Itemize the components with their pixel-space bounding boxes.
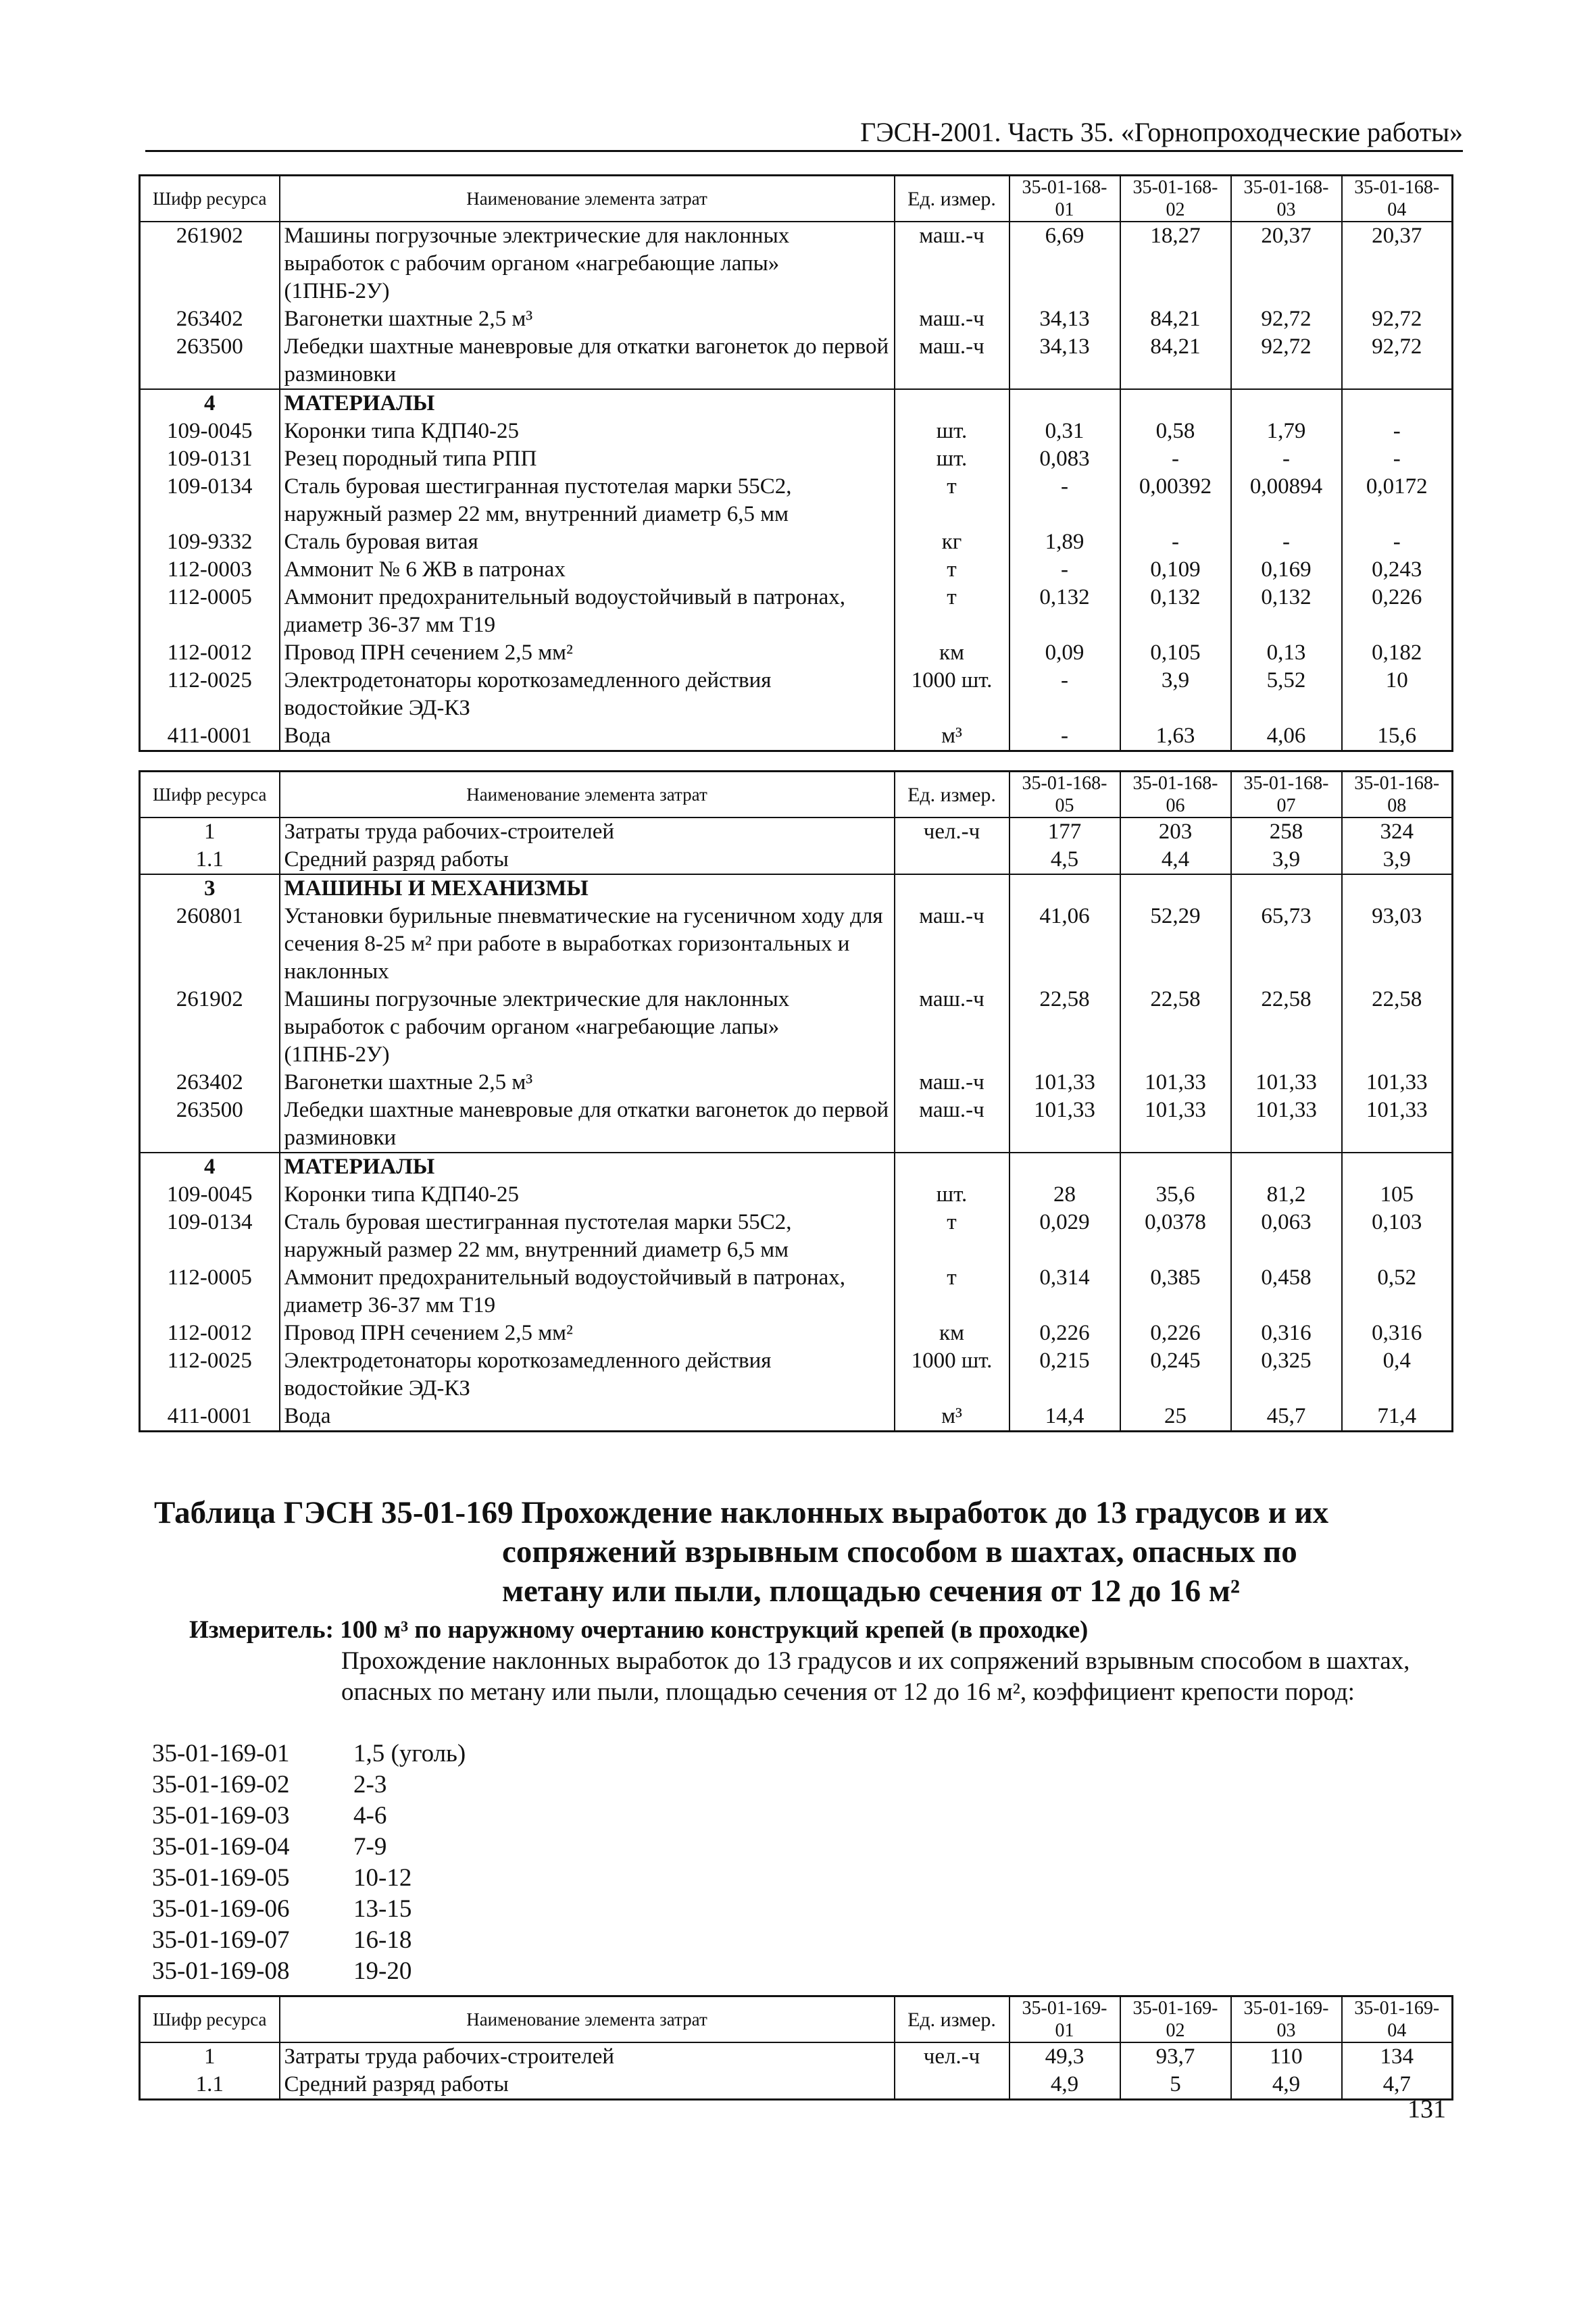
resource-code-cell: 112-0005 <box>140 1264 280 1319</box>
value-cell: 0,316 <box>1342 1319 1453 1347</box>
table-row <box>140 584 1453 639</box>
resource-name-cell: Машины погрузочные электрические для наклонных выработок с рабочим органом «нагребающие лапы» (1ПНБ-2У) <box>280 222 895 305</box>
value-cell: 3,9 <box>1231 846 1342 874</box>
unit-cell: маш.-ч <box>895 1069 1009 1097</box>
value-cell: 34,13 <box>1009 333 1120 389</box>
unit-cell <box>895 2071 1009 2100</box>
table-row <box>140 1319 1453 1347</box>
table-row <box>140 305 1453 333</box>
value-cell: 20,37 <box>1231 222 1342 305</box>
resource-name-cell: Средний разряд работы <box>280 846 895 874</box>
unit-cell: шт. <box>895 445 1009 473</box>
value-cell: 4,9 <box>1231 2071 1342 2100</box>
resource-code-cell: 109-9332 <box>140 528 280 556</box>
value-cell: 5 <box>1120 2071 1231 2100</box>
variant-code: 35-01-169-01 <box>152 1740 290 1767</box>
resource-name-cell: Резец породный типа РПП <box>280 445 895 473</box>
resource-code-cell: 109-0045 <box>140 1181 280 1209</box>
value-cell: 0,132 <box>1231 584 1342 639</box>
table-row <box>140 903 1453 986</box>
resource-code-cell: 1.1 <box>140 2071 280 2100</box>
value-cell: 0,58 <box>1120 418 1231 445</box>
table-row <box>140 639 1453 667</box>
resource-code-cell: 3 <box>140 874 280 903</box>
resource-table-168-01-04 <box>139 174 1453 752</box>
value-cell: 0,0378 <box>1120 1209 1231 1264</box>
value-cell: 0,31 <box>1009 418 1120 445</box>
column-code-header: 35-01-168-03 <box>1231 176 1342 222</box>
value-cell: 34,13 <box>1009 305 1120 333</box>
resource-name-cell: Лебедки шахтные маневровые для откатки вагонеток до первой разминовки <box>280 333 895 389</box>
value-cell: 25 <box>1120 1403 1231 1432</box>
resource-name-cell: Средний разряд работы <box>280 2071 895 2100</box>
value-cell: 0,458 <box>1231 1264 1342 1319</box>
value-cell <box>1009 874 1120 903</box>
value-cell: 0,13 <box>1231 639 1342 667</box>
table-row <box>140 445 1453 473</box>
value-cell: 4,9 <box>1009 2071 1120 2100</box>
value-cell: - <box>1342 528 1453 556</box>
value-cell <box>1120 389 1231 418</box>
value-cell: 0,4 <box>1342 1347 1453 1403</box>
value-cell: 71,4 <box>1342 1403 1453 1432</box>
section-row <box>140 389 1453 418</box>
title-line: метану или пыли, площадью сечения от 12 до 16 м² <box>502 1574 1240 1609</box>
value-cell: 92,72 <box>1342 333 1453 389</box>
value-cell: - <box>1342 445 1453 473</box>
resource-code-cell: 112-0003 <box>140 556 280 584</box>
value-cell: 81,2 <box>1231 1181 1342 1209</box>
value-cell: 101,33 <box>1120 1097 1231 1153</box>
value-cell: 1,79 <box>1231 418 1342 445</box>
value-cell: 41,06 <box>1009 903 1120 986</box>
resource-name-cell: Установки бурильные пневматические на гусеничном ходу для сечения 8-25 м² при работе в выработках горизонтальных и наклонных <box>280 903 895 986</box>
value-cell: 28 <box>1009 1181 1120 1209</box>
unit-cell: маш.-ч <box>895 222 1009 305</box>
resource-name-cell: Аммонит № 6 ЖВ в патронах <box>280 556 895 584</box>
title-line: Таблица ГЭСН 35-01-169 Прохождение наклонных выработок до 13 градусов и их <box>154 1495 1329 1530</box>
resource-name-cell: Провод ПРН сечением 2,5 мм² <box>280 1319 895 1347</box>
table-row <box>140 1097 1453 1153</box>
resource-code-cell: 4 <box>140 389 280 418</box>
resource-code-cell: 1 <box>140 818 280 846</box>
value-cell: 0,029 <box>1009 1209 1120 1264</box>
resource-code-cell: 112-0005 <box>140 584 280 639</box>
header-rule <box>145 150 1463 152</box>
variant-item <box>152 1801 760 1832</box>
unit-cell: т <box>895 556 1009 584</box>
table-row <box>140 418 1453 445</box>
name-header: Наименование элемента затрат <box>280 1996 895 2043</box>
resource-code-cell: 112-0012 <box>140 1319 280 1347</box>
value-cell <box>1009 389 1120 418</box>
value-cell: 0,325 <box>1231 1347 1342 1403</box>
value-cell: 0,00392 <box>1120 473 1231 528</box>
value-cell: 0,063 <box>1231 1209 1342 1264</box>
unit-cell: маш.-ч <box>895 333 1009 389</box>
variant-code: 35-01-169-07 <box>152 1926 290 1954</box>
column-code-header: 35-01-168-05 <box>1009 772 1120 818</box>
value-cell <box>1009 1153 1120 1181</box>
unit-cell: чел.-ч <box>895 818 1009 846</box>
value-cell: 65,73 <box>1231 903 1342 986</box>
value-cell <box>1231 389 1342 418</box>
value-cell: 3,9 <box>1120 667 1231 722</box>
value-cell: 52,29 <box>1120 903 1231 986</box>
value-cell: 101,33 <box>1231 1097 1342 1153</box>
resource-code-cell: 263500 <box>140 333 280 389</box>
table-row <box>140 818 1453 846</box>
value-cell: 20,37 <box>1342 222 1453 305</box>
value-cell: - <box>1120 528 1231 556</box>
value-cell: 1,89 <box>1009 528 1120 556</box>
table-header-row <box>140 176 1453 222</box>
resource-code-cell: 1 <box>140 2042 280 2071</box>
table-row <box>140 222 1453 305</box>
resource-code-cell: 112-0012 <box>140 639 280 667</box>
value-cell: - <box>1231 445 1342 473</box>
value-cell: 3,9 <box>1342 846 1453 874</box>
value-cell: 0,0172 <box>1342 473 1453 528</box>
meter-line <box>189 1615 1460 1646</box>
variant-item <box>152 1894 760 1925</box>
variant-value: 7-9 <box>353 1833 387 1861</box>
value-cell: 49,3 <box>1009 2042 1120 2071</box>
value-cell: 84,21 <box>1120 305 1231 333</box>
resource-name-cell: Вода <box>280 722 895 751</box>
resource-name-cell: Вода <box>280 1403 895 1432</box>
resource-name-cell: Провод ПРН сечением 2,5 мм² <box>280 639 895 667</box>
value-cell: - <box>1342 418 1453 445</box>
value-cell: 4,7 <box>1342 2071 1453 2100</box>
code-header: Шифр ресурса <box>140 176 280 222</box>
column-code-header: 35-01-168-04 <box>1342 176 1453 222</box>
table-header-row <box>140 772 1453 818</box>
variant-value: 2-3 <box>353 1771 387 1799</box>
table-body <box>140 2042 1453 2100</box>
resource-name-cell: Сталь буровая шестигранная пустотелая марки 55С2, наружный размер 22 мм, внутренний диаметр 6,5 мм <box>280 1209 895 1264</box>
value-cell: 101,33 <box>1009 1069 1120 1097</box>
value-cell: 0,182 <box>1342 639 1453 667</box>
unit-cell: маш.-ч <box>895 986 1009 1069</box>
value-cell: 0,314 <box>1009 1264 1120 1319</box>
table-row <box>140 1069 1453 1097</box>
unit-header: Ед. измер. <box>895 1996 1009 2043</box>
value-cell: 0,09 <box>1009 639 1120 667</box>
value-cell: 177 <box>1009 818 1120 846</box>
value-cell: 93,03 <box>1342 903 1453 986</box>
value-cell: - <box>1009 556 1120 584</box>
value-cell <box>1120 874 1231 903</box>
value-cell: 0,083 <box>1009 445 1120 473</box>
unit-cell: 1000 шт. <box>895 667 1009 722</box>
section-title-cell: МАШИНЫ И МЕХАНИЗМЫ <box>280 874 895 903</box>
value-cell: 4,4 <box>1120 846 1231 874</box>
value-cell: 0,132 <box>1120 584 1231 639</box>
unit-cell: т <box>895 1209 1009 1264</box>
section-row <box>140 1153 1453 1181</box>
value-cell: 324 <box>1342 818 1453 846</box>
variant-item <box>152 1925 760 1956</box>
resource-name-cell: Аммонит предохранительный водоустойчивый в патронах, диаметр 36-37 мм Т19 <box>280 584 895 639</box>
value-cell: 22,58 <box>1342 986 1453 1069</box>
unit-cell: км <box>895 639 1009 667</box>
value-cell <box>1342 389 1453 418</box>
value-cell: 101,33 <box>1342 1069 1453 1097</box>
table-header-row <box>140 1996 1453 2043</box>
name-header: Наименование элемента затрат <box>280 772 895 818</box>
value-cell: 0,226 <box>1342 584 1453 639</box>
value-cell: 14,4 <box>1009 1403 1120 1432</box>
value-cell: 84,21 <box>1120 333 1231 389</box>
value-cell: 92,72 <box>1342 305 1453 333</box>
value-cell: 92,72 <box>1231 305 1342 333</box>
table-row <box>140 556 1453 584</box>
value-cell: 22,58 <box>1009 986 1120 1069</box>
value-cell: 203 <box>1120 818 1231 846</box>
resource-code-cell: 260801 <box>140 903 280 986</box>
unit-cell: шт. <box>895 418 1009 445</box>
value-cell: 0,385 <box>1120 1264 1231 1319</box>
column-code-header: 35-01-168-07 <box>1231 772 1342 818</box>
value-cell: 0,132 <box>1009 584 1120 639</box>
resource-code-cell: 109-0134 <box>140 1209 280 1264</box>
value-cell: 134 <box>1342 2042 1453 2071</box>
section-row <box>140 874 1453 903</box>
column-code-header: 35-01-169-02 <box>1120 1996 1231 2043</box>
table-title <box>154 1493 1438 1611</box>
table-body <box>140 222 1453 751</box>
resource-name-cell: Вагонетки шахтные 2,5 м³ <box>280 1069 895 1097</box>
unit-cell: км <box>895 1319 1009 1347</box>
variant-item <box>152 1832 760 1863</box>
value-cell: 0,215 <box>1009 1347 1120 1403</box>
resource-code-cell: 263500 <box>140 1097 280 1153</box>
unit-header: Ед. измер. <box>895 176 1009 222</box>
running-header: ГЭСН-2001. Часть 35. «Горнопроходческие работы» <box>860 117 1463 147</box>
unit-cell: м³ <box>895 1403 1009 1432</box>
variant-value: 19-20 <box>353 1957 412 1985</box>
value-cell: 92,72 <box>1231 333 1342 389</box>
unit-cell: чел.-ч <box>895 2042 1009 2071</box>
value-cell: 0,226 <box>1009 1319 1120 1347</box>
value-cell: 0,226 <box>1120 1319 1231 1347</box>
table-row <box>140 528 1453 556</box>
table-row <box>140 2042 1453 2071</box>
resource-table-168-05-08 <box>139 770 1453 1432</box>
column-code-header: 35-01-169-04 <box>1342 1996 1453 2043</box>
unit-cell: т <box>895 584 1009 639</box>
value-cell: 0,243 <box>1342 556 1453 584</box>
column-code-header: 35-01-168-02 <box>1120 176 1231 222</box>
table-row <box>140 1209 1453 1264</box>
resource-table-169-01-04 <box>139 1995 1453 2101</box>
value-cell: 0,316 <box>1231 1319 1342 1347</box>
variant-value: 13-15 <box>353 1895 412 1923</box>
title-line: сопряжений взрывным способом в шахтах, опасных по <box>502 1534 1297 1569</box>
unit-cell: т <box>895 473 1009 528</box>
resource-code-cell: 4 <box>140 1153 280 1181</box>
variant-item <box>152 1738 760 1769</box>
work-description: Прохождение наклонных выработок до 13 градусов и их сопряжений взрывным способом в шахтах, опасных по метану или пыли, площадью сечения от 12 до 16 м², коэффициент крепости пород: <box>341 1647 1410 1706</box>
unit-cell: 1000 шт. <box>895 1347 1009 1403</box>
resource-name-cell: Коронки типа КДП40-25 <box>280 1181 895 1209</box>
unit-cell <box>895 846 1009 874</box>
table-row <box>140 1403 1453 1432</box>
value-cell: 10 <box>1342 667 1453 722</box>
code-header: Шифр ресурса <box>140 772 280 818</box>
table-row <box>140 1181 1453 1209</box>
value-cell: 101,33 <box>1120 1069 1231 1097</box>
table-row <box>140 473 1453 528</box>
variant-item <box>152 1769 760 1801</box>
code-header: Шифр ресурса <box>140 1996 280 2043</box>
unit-cell: маш.-ч <box>895 305 1009 333</box>
column-code-header: 35-01-169-01 <box>1009 1996 1120 2043</box>
table-row <box>140 667 1453 722</box>
resource-code-cell: 1.1 <box>140 846 280 874</box>
table-row <box>140 2071 1453 2100</box>
table-row <box>140 333 1453 389</box>
unit-cell: кг <box>895 528 1009 556</box>
table-body <box>140 818 1453 1432</box>
unit-cell: маш.-ч <box>895 903 1009 986</box>
variant-item <box>152 1956 760 1987</box>
unit-cell <box>895 1153 1009 1181</box>
variant-value: 16-18 <box>353 1926 412 1954</box>
value-cell: 45,7 <box>1231 1403 1342 1432</box>
unit-cell <box>895 874 1009 903</box>
variant-code: 35-01-169-02 <box>152 1771 290 1799</box>
resource-code-cell: 261902 <box>140 986 280 1069</box>
value-cell: 35,6 <box>1120 1181 1231 1209</box>
variant-value: 10-12 <box>353 1864 412 1892</box>
resource-code-cell: 109-0131 <box>140 445 280 473</box>
column-code-header: 35-01-168-01 <box>1009 176 1120 222</box>
resource-code-cell: 109-0134 <box>140 473 280 528</box>
value-cell: 22,58 <box>1231 986 1342 1069</box>
meter-text: 100 м³ по наружному очертанию конструкций крепей (в проходке) <box>340 1616 1089 1644</box>
resource-code-cell: 263402 <box>140 305 280 333</box>
value-cell: - <box>1009 473 1120 528</box>
value-cell: 4,5 <box>1009 846 1120 874</box>
resource-code-cell: 411-0001 <box>140 722 280 751</box>
table-row <box>140 1264 1453 1319</box>
column-code-header: 35-01-168-08 <box>1342 772 1453 818</box>
name-header: Наименование элемента затрат <box>280 176 895 222</box>
value-cell: - <box>1231 528 1342 556</box>
value-cell: 15,6 <box>1342 722 1453 751</box>
value-cell: 110 <box>1231 2042 1342 2071</box>
resource-name-cell: Коронки типа КДП40-25 <box>280 418 895 445</box>
resource-code-cell: 263402 <box>140 1069 280 1097</box>
resource-name-cell: Электродетонаторы короткозамедленного действия водостойкие ЭД-КЗ <box>280 667 895 722</box>
variant-code: 35-01-169-03 <box>152 1802 290 1830</box>
resource-name-cell: Электродетонаторы короткозамедленного действия водостойкие ЭД-КЗ <box>280 1347 895 1403</box>
value-cell <box>1231 1153 1342 1181</box>
value-cell: 0,103 <box>1342 1209 1453 1264</box>
value-cell: 0,105 <box>1120 639 1231 667</box>
value-cell: 1,63 <box>1120 722 1231 751</box>
value-cell: 18,27 <box>1120 222 1231 305</box>
value-cell: 0,245 <box>1120 1347 1231 1403</box>
unit-cell <box>895 389 1009 418</box>
resource-name-cell: Аммонит предохранительный водоустойчивый в патронах, диаметр 36-37 мм Т19 <box>280 1264 895 1319</box>
section-title-cell: МАТЕРИАЛЫ <box>280 389 895 418</box>
resource-code-cell: 109-0045 <box>140 418 280 445</box>
value-cell <box>1342 1153 1453 1181</box>
unit-cell: шт. <box>895 1181 1009 1209</box>
resource-code-cell: 112-0025 <box>140 667 280 722</box>
value-cell: 0,169 <box>1231 556 1342 584</box>
table-row <box>140 986 1453 1069</box>
value-cell: 101,33 <box>1009 1097 1120 1153</box>
table-row <box>140 846 1453 874</box>
resource-name-cell: Сталь буровая витая <box>280 528 895 556</box>
column-code-header: 35-01-168-06 <box>1120 772 1231 818</box>
unit-cell: т <box>895 1264 1009 1319</box>
value-cell: - <box>1009 722 1120 751</box>
value-cell: 0,00894 <box>1231 473 1342 528</box>
value-cell: 93,7 <box>1120 2042 1231 2071</box>
unit-cell: м³ <box>895 722 1009 751</box>
resource-code-cell: 261902 <box>140 222 280 305</box>
value-cell: 101,33 <box>1231 1069 1342 1097</box>
resource-code-cell: 112-0025 <box>140 1347 280 1403</box>
value-cell: 22,58 <box>1120 986 1231 1069</box>
section-title-cell: МАТЕРИАЛЫ <box>280 1153 895 1181</box>
value-cell <box>1231 874 1342 903</box>
value-cell: - <box>1009 667 1120 722</box>
resource-name-cell: Вагонетки шахтные 2,5 м³ <box>280 305 895 333</box>
value-cell: - <box>1120 445 1231 473</box>
resource-code-cell: 411-0001 <box>140 1403 280 1432</box>
variant-list <box>152 1738 760 1987</box>
variant-value: 1,5 (уголь) <box>353 1740 466 1767</box>
value-cell: 4,06 <box>1231 722 1342 751</box>
table-row <box>140 1347 1453 1403</box>
value-cell: 0,52 <box>1342 1264 1453 1319</box>
page-number: 131 <box>1407 2095 1446 2123</box>
table-row <box>140 722 1453 751</box>
value-cell <box>1120 1153 1231 1181</box>
variant-code: 35-01-169-06 <box>152 1895 290 1923</box>
resource-name-cell: Затраты труда рабочих-строителей <box>280 2042 895 2071</box>
resource-name-cell: Лебедки шахтные маневровые для откатки вагонеток до первой разминовки <box>280 1097 895 1153</box>
meter-label: Измеритель: <box>189 1616 334 1644</box>
variant-code: 35-01-169-08 <box>152 1957 290 1985</box>
unit-header: Ед. измер. <box>895 772 1009 818</box>
value-cell: 6,69 <box>1009 222 1120 305</box>
column-code-header: 35-01-169-03 <box>1231 1996 1342 2043</box>
value-cell: 0,109 <box>1120 556 1231 584</box>
variant-code: 35-01-169-04 <box>152 1833 290 1861</box>
variant-item <box>152 1863 760 1894</box>
value-cell <box>1342 874 1453 903</box>
value-cell: 5,52 <box>1231 667 1342 722</box>
value-cell: 105 <box>1342 1181 1453 1209</box>
resource-name-cell: Сталь буровая шестигранная пустотелая марки 55С2, наружный размер 22 мм, внутренний диаметр 6,5 мм <box>280 473 895 528</box>
value-cell: 101,33 <box>1342 1097 1453 1153</box>
resource-name-cell: Машины погрузочные электрические для наклонных выработок с рабочим органом «нагребающие лапы» (1ПНБ-2У) <box>280 986 895 1069</box>
variant-code: 35-01-169-05 <box>152 1864 290 1892</box>
value-cell: 258 <box>1231 818 1342 846</box>
variant-value: 4-6 <box>353 1802 387 1830</box>
unit-cell: маш.-ч <box>895 1097 1009 1153</box>
resource-name-cell: Затраты труда рабочих-строителей <box>280 818 895 846</box>
